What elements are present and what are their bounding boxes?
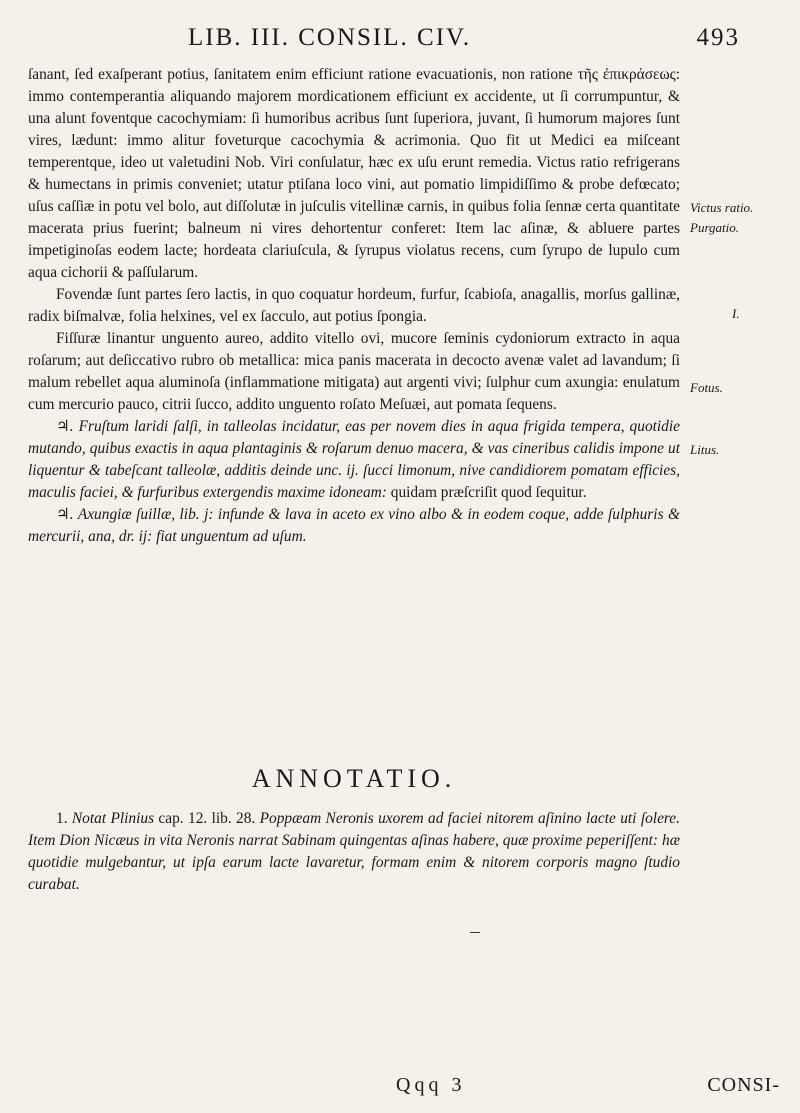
margin-note-purgatio: Purgatio.	[690, 220, 739, 235]
catchword: CONSI-	[707, 1074, 780, 1096]
section-divider	[470, 932, 480, 933]
page-number: 493	[696, 24, 740, 51]
main-text	[28, 64, 680, 548]
annotatio-paragraph	[28, 808, 680, 896]
running-header	[40, 24, 740, 54]
running-title: LIB. III. CONSIL. CIV.	[188, 24, 472, 51]
annotatio-number: 1.	[56, 810, 68, 827]
signature-mark: Qqq 3	[396, 1074, 466, 1096]
recipe-1-text: ♃. Fruſtum laridi ſalſi, in talleolas incidatur, eas per novem dies in aqua frigida tempera, quotidie mutando, quibus exactis in aqua plantaginis & roſarum denuo macera, & vas cineribus calidis impone ut liquentur & tabeſcant talleolæ, additis deinde unc. ij. ſucci limonum, nive candidiorem pomatam efficies, maculis faciei, & furfuribus extergendis maxime idoneam:	[28, 418, 680, 501]
annotatio-ref: cap. 12. lib. 28.	[154, 810, 260, 827]
annotatio-text	[28, 808, 680, 896]
page-footer	[40, 1074, 780, 1104]
margin-note-victus: Victus ratio.	[690, 200, 754, 215]
annotatio-heading: ANNOTATIO.	[251, 764, 457, 793]
margin-note-numeral: I.	[732, 306, 740, 321]
paragraph-3: Fiſſuræ linantur unguento aureo, addito vitello ovi, mucore ſeminis cydoniorum extracto in aqua roſarum; aut deſiccativo rubro ob metallica: mica panis macerata in decocto avenæ valet ad lavandum; ſi malum rebellet aqua aluminoſa (inflammatione mitigata) aut argenti vivi; ſulphur cum axungia: enulatum cum mercurio pauco, citrii ſucco, addito unguento roſato Meſuæi, aut pomata ſequens.	[28, 330, 680, 413]
annotatio-lead: Notat Plinius	[67, 810, 155, 827]
paragraph-1: ſanant, ſed exaſperant potius, ſanitatem enim efficiunt ratione evacuationis, non ratione τῆς ἐπικράσεως: immo contemperantia aliquando majorem mordicationem efficiunt ex accidente, ut ſi corrumpuntur, & una alunt foventque cacochymiam: ſi humoribus acribus ſunt ſuperiora, juvant, ſi humorum majores ſunt vires, lædunt: immo alitur foveturque cacochymia & acrimonia. Quo fit ut Medici ea miſceant temperentque, ideo ut valetudini Nob. Viri conſulatur, hæc ex uſu erunt remedia. Victus ratio refrigerans & humectans in primis conveniet; utatur ptiſana loco vini, aut pomatio limpidiſſimo & probe defœcato; uſus caſſiæ in potu vel bolo, aut diſſolutæ in juſculis vitellinæ carnis, in quibus folia ſennæ certa quantitate macerata prius fuerint; balneum ni vires dehortentur conferet: Item lac aſinæ, & abluere partes impetiginoſas eodem lacte; hordeata clariuſcula, & ſyrupus violatus recens, cum ſyrupo de lupulo cum aqua cichorii & paſſularum.	[28, 66, 680, 281]
margin-note-litus: Litus.	[690, 442, 720, 457]
paragraph-2: Fovendæ ſunt partes ſero lactis, in quo coquatur hordeum, furfur, ſcabioſa, anagallis, morſus gallinæ, radix biſmalvæ, folia helxines, vel ex ſacculo, aut potius ſpongia.	[28, 286, 680, 325]
recipe-1	[28, 416, 680, 504]
margin-note-fotus: Fotus.	[690, 380, 723, 395]
recipe-2: ♃. Axungiæ ſuillæ, lib. j: infunde & lava in aceto ex vino albo & in eodem coque, adde ſulphuris & mercurii, ana, dr. ij: fiat unguentum ad uſum.	[28, 506, 680, 545]
annotatio-body: Poppæam Neronis uxorem ad faciei nitorem aſinino lacte uti ſolere. Item Dion Nicæus in vita Neronis narrat Sabinam quingentas aſinas habere, quæ proxime peperiſſent: hæ quotidie mulgebantur, ut ipſa earum lacte lavaretur, formam enim & nitorem corporis magno ſtudio curabat.	[28, 810, 680, 893]
recipe-1-tail: quidam præſcriſit quod ſequitur.	[386, 484, 587, 501]
